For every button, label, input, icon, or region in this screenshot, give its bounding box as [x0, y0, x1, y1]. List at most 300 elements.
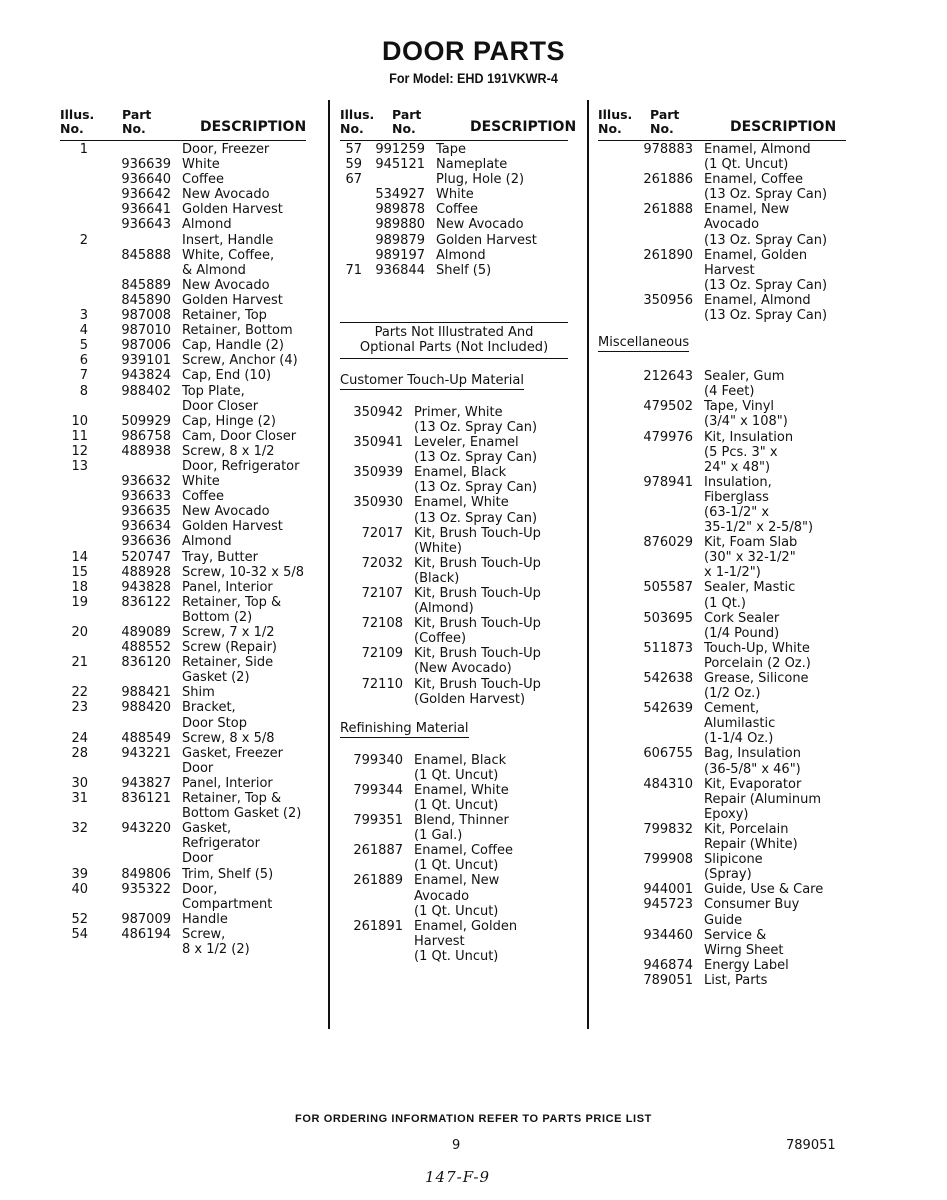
part-number: [598, 656, 693, 671]
part-row: [340, 450, 568, 465]
part-number: [88, 233, 171, 248]
part-description: Screw,: [182, 926, 226, 942]
part-description: Screw, 8 x 1/2: [182, 443, 275, 459]
part-number: 945723: [643, 897, 693, 913]
part-row: [340, 828, 568, 843]
part-number: 936636: [121, 534, 171, 550]
part-row: [598, 958, 846, 973]
part-row: [598, 445, 846, 460]
part-number: 936640: [121, 172, 171, 188]
part-number: 989878: [375, 202, 425, 218]
part-description: Enamel, Golden: [704, 247, 808, 263]
part-row: [340, 586, 568, 601]
part-number: [598, 596, 693, 611]
part-row: [60, 157, 306, 172]
illus-number: [60, 716, 88, 731]
part-description: Enamel, Almond: [704, 292, 811, 308]
part-description: Enamel, Black: [414, 752, 507, 768]
part-description: Kit, Evaporator: [704, 776, 802, 792]
illus-number: 15: [71, 564, 88, 580]
part-row: [598, 384, 846, 399]
part-description: Almond: [436, 247, 486, 263]
part-description: Cap, Hinge (2): [182, 413, 276, 429]
part-description: White: [436, 187, 474, 203]
part-row: [340, 187, 568, 202]
part-description: Enamel, Coffee: [704, 172, 803, 188]
part-number: 484310: [643, 776, 693, 792]
illus-number: 54: [71, 926, 88, 942]
part-number: [88, 716, 171, 731]
header-description: DESCRIPTION: [200, 119, 307, 135]
part-number: 350956: [643, 292, 693, 308]
part-description: New Avocado: [182, 187, 270, 203]
illus-number: 10: [71, 413, 88, 429]
illus-number: [60, 806, 88, 821]
part-row: [340, 949, 568, 964]
part-row: [598, 520, 846, 535]
illus-number: [340, 202, 362, 217]
parts-column-2: [340, 104, 577, 964]
part-number: 936639: [121, 157, 171, 173]
illus-number: [60, 278, 88, 293]
part-description: (Almond): [414, 601, 474, 617]
part-row: [60, 459, 306, 474]
part-row: [60, 217, 306, 232]
part-number: 72110: [361, 676, 403, 692]
illus-number: 21: [71, 655, 88, 671]
part-number: [598, 837, 693, 852]
part-description: (13 Oz. Spray Can): [704, 232, 828, 248]
part-number: [340, 798, 403, 813]
part-number: [598, 384, 693, 399]
part-description: New Avocado: [436, 217, 524, 233]
part-description: Guide, Use & Care: [704, 882, 824, 898]
part-number: [598, 943, 693, 958]
part-number: 876029: [643, 535, 693, 551]
part-number: [340, 661, 403, 676]
part-description: Sealer, Gum: [704, 369, 785, 385]
part-row: [598, 535, 846, 550]
part-row: [60, 867, 306, 882]
part-description: Kit, Brush Touch-Up: [414, 646, 541, 662]
illus-number: [60, 157, 88, 172]
part-row: [598, 852, 846, 867]
part-number: [340, 571, 403, 586]
part-row: [598, 626, 846, 641]
part-description: Porcelain (2 Oz.): [704, 655, 811, 671]
part-number: [598, 716, 693, 731]
part-row: [60, 942, 306, 957]
part-row: [340, 677, 568, 692]
part-description: Tape: [436, 142, 467, 157]
part-number: 978941: [643, 474, 693, 490]
part-description: Trim, Shelf (5): [182, 866, 274, 882]
part-description: Blend, Thinner: [414, 813, 509, 829]
part-row: [340, 798, 568, 813]
part-description: Retainer, Side: [182, 655, 274, 671]
part-description: Repair (White): [704, 837, 798, 853]
part-description: Door Closer: [182, 398, 259, 414]
section-title: Customer Touch-Up Material: [340, 372, 524, 388]
header-illus: Illus. No.: [598, 107, 633, 136]
part-description: (63-1/2" x: [704, 504, 770, 520]
part-number: 261886: [643, 172, 693, 188]
part-number: 799351: [353, 813, 403, 829]
part-number: 935322: [121, 881, 171, 897]
part-number: [598, 187, 693, 202]
part-number: [340, 541, 403, 556]
illus-number: 20: [71, 625, 88, 640]
part-number: [598, 686, 693, 701]
illus-number: [340, 248, 362, 263]
part-row: [340, 157, 568, 172]
part-number: 988421: [121, 685, 171, 701]
part-row: [340, 541, 568, 556]
part-description: Coffee: [182, 489, 224, 505]
part-number: 836120: [121, 655, 171, 671]
part-number: 488552: [121, 640, 171, 656]
part-description: & Almond: [182, 262, 246, 278]
part-row: [340, 904, 568, 919]
part-row: [598, 490, 846, 505]
part-description: Enamel, Coffee: [414, 843, 513, 859]
illus-number: [60, 399, 88, 414]
part-description: Grease, Silicone: [704, 671, 809, 686]
part-row: [598, 716, 846, 731]
part-number: 489089: [121, 625, 171, 640]
part-number: 845889: [121, 277, 171, 293]
illus-number: [60, 836, 88, 851]
header-part: Part No.: [392, 107, 422, 136]
illus-number: 13: [71, 458, 88, 474]
part-row: [598, 172, 846, 187]
part-row: [340, 465, 568, 480]
part-number: [598, 460, 693, 475]
part-description: Door, Freezer: [182, 142, 270, 157]
illus-number: [60, 534, 88, 549]
part-number: 542638: [643, 671, 693, 686]
part-description: Harvest: [414, 933, 465, 949]
part-row: [598, 882, 846, 897]
part-row: [340, 934, 568, 949]
part-description: New Avocado: [182, 277, 270, 293]
part-description: Bag, Insulation: [704, 746, 801, 762]
part-row: [598, 943, 846, 958]
part-number: 72017: [361, 525, 403, 541]
part-number: 936641: [121, 202, 171, 218]
part-number: 488549: [121, 730, 171, 746]
part-number: [598, 233, 693, 248]
part-number: 520747: [121, 549, 171, 565]
part-number: 799832: [643, 821, 693, 837]
illus-number: 31: [71, 791, 88, 807]
part-number: 936643: [121, 217, 171, 233]
part-row: [340, 919, 568, 934]
illus-number: 3: [79, 308, 88, 324]
illus-number: [60, 670, 88, 685]
part-row: [60, 912, 306, 927]
illus-number: [60, 761, 88, 776]
illus-number: [60, 504, 88, 519]
part-number: [88, 142, 171, 157]
part-row: [598, 565, 846, 580]
part-number: 606755: [643, 746, 693, 762]
part-row: [598, 671, 846, 686]
part-row: [60, 248, 306, 263]
part-row: [598, 308, 846, 323]
part-number: 509929: [121, 413, 171, 429]
part-description: Handle: [182, 911, 228, 927]
part-number: 212643: [643, 369, 693, 385]
part-row: [60, 353, 306, 368]
illus-number: 12: [71, 443, 88, 459]
part-number: 936642: [121, 187, 171, 203]
part-number: 987009: [121, 911, 171, 927]
part-row: [598, 369, 846, 384]
part-number: 350942: [353, 404, 403, 420]
part-description: (New Avocado): [414, 661, 512, 677]
part-description: Gasket (2): [182, 670, 250, 686]
part-number: 936633: [121, 489, 171, 505]
part-description: Cap, Handle (2): [182, 338, 284, 354]
illus-number: 67: [345, 172, 362, 188]
part-row: [60, 640, 306, 655]
part-description: (Golden Harvest): [414, 691, 526, 707]
illus-number: [60, 217, 88, 232]
part-number: 936634: [121, 519, 171, 535]
part-row: [598, 656, 846, 671]
illus-number: 6: [79, 353, 88, 369]
part-number: [598, 867, 693, 882]
illus-number: 2: [79, 232, 88, 248]
part-description: Primer, White: [414, 404, 503, 420]
ordering-note: FOR ORDERING INFORMATION REFER TO PARTS PRICE LIST: [295, 1113, 652, 1125]
part-row: [60, 384, 306, 399]
part-row: [340, 661, 568, 676]
part-description: Refrigerator: [182, 836, 260, 852]
part-description: Kit, Brush Touch-Up: [414, 616, 541, 632]
part-row: [60, 761, 306, 776]
part-description: Sealer, Mastic: [704, 580, 796, 596]
part-number: 789051: [643, 972, 693, 988]
part-row: [598, 611, 846, 626]
part-row: [60, 233, 306, 248]
part-number: 936635: [121, 504, 171, 520]
part-number: 936632: [121, 474, 171, 490]
section-title: Refinishing Material: [340, 720, 469, 736]
part-number: [340, 858, 403, 873]
part-row: [340, 858, 568, 873]
part-number: 799340: [353, 752, 403, 768]
part-number: 845888: [121, 247, 171, 263]
part-description: Enamel, White: [414, 495, 509, 511]
part-row: [340, 616, 568, 631]
part-number: 987008: [121, 308, 171, 324]
part-row: [340, 601, 568, 616]
part-row: [60, 700, 306, 715]
part-description: Door: [182, 851, 214, 867]
part-number: [88, 670, 171, 685]
part-number: 943828: [121, 579, 171, 595]
part-description: Leveler, Enamel: [414, 435, 519, 451]
part-description: Guide: [704, 912, 743, 928]
part-number: [340, 768, 403, 783]
part-number: 479976: [643, 429, 693, 445]
part-description: Retainer, Top &: [182, 791, 282, 807]
part-description: (36-5/8" x 46"): [704, 761, 801, 777]
part-row: [60, 474, 306, 489]
part-description: 8 x 1/2 (2): [182, 941, 250, 957]
part-row: [598, 731, 846, 746]
part-description: Gasket,: [182, 821, 232, 837]
part-description: Enamel, Almond: [704, 142, 811, 157]
part-number: 261887: [353, 843, 403, 859]
part-row: [60, 927, 306, 942]
illus-number: 11: [71, 428, 88, 444]
illus-number: [340, 217, 362, 232]
part-row: [340, 233, 568, 248]
header-illus: Illus. No.: [340, 107, 375, 136]
part-description: (13 Oz. Spray Can): [414, 450, 538, 466]
illus-number: [60, 851, 88, 866]
part-description: Service &: [704, 927, 767, 943]
part-number: [340, 889, 403, 904]
part-number: 488938: [121, 443, 171, 459]
part-number: 991259: [375, 142, 425, 157]
part-description: Bottom (2): [182, 609, 253, 625]
part-row: [60, 368, 306, 383]
part-description: Kit, Insulation: [704, 429, 794, 445]
misc-section: [598, 335, 846, 988]
part-row: [598, 217, 846, 232]
part-number: 261889: [353, 873, 403, 889]
illus-number: [60, 293, 88, 308]
column-divider: [587, 100, 589, 1029]
part-row: [598, 701, 846, 716]
illus-number: 30: [71, 775, 88, 791]
part-description: Door, Refrigerator: [182, 458, 300, 474]
part-number: 486194: [121, 926, 171, 942]
part-description: (1-1/4 Oz.): [704, 731, 774, 747]
part-description: (1/2 Oz.): [704, 686, 761, 702]
part-number: 944001: [643, 882, 693, 898]
part-number: 72107: [361, 585, 403, 601]
part-description: White, Coffee,: [182, 247, 275, 263]
part-number: 350941: [353, 435, 403, 451]
part-description: (1 Qt. Uncut): [414, 798, 499, 813]
part-row: [340, 480, 568, 495]
part-row: [60, 187, 306, 202]
part-number: 261890: [643, 247, 693, 263]
parts-column-1: [60, 104, 306, 957]
part-number: [88, 851, 171, 866]
illus-number: 19: [71, 594, 88, 610]
page-title: DOOR PARTS: [381, 36, 565, 66]
part-number: [340, 480, 403, 495]
part-row: [60, 882, 306, 897]
part-number: 799908: [643, 852, 693, 868]
part-row: [340, 405, 568, 420]
part-row: [60, 278, 306, 293]
part-number: 978883: [643, 142, 693, 157]
part-row: [598, 867, 846, 882]
part-row: [340, 202, 568, 217]
part-description: (1/4 Pound): [704, 625, 780, 641]
part-row: [598, 928, 846, 943]
part-row: [60, 519, 306, 534]
part-row: [598, 822, 846, 837]
part-description: (1 Qt. Uncut): [414, 767, 499, 783]
part-number: [88, 263, 171, 278]
part-description: Enamel, White: [414, 782, 509, 798]
part-description: Enamel, Golden: [414, 918, 518, 934]
part-number: 72108: [361, 616, 403, 632]
part-number: [340, 631, 403, 646]
part-description: 24" x 48"): [704, 459, 771, 475]
part-number: [598, 505, 693, 520]
part-row: [340, 263, 568, 278]
illus-number: [60, 489, 88, 504]
part-number: 936844: [375, 262, 425, 278]
illus-number: [60, 263, 88, 278]
part-number: [340, 450, 403, 465]
part-row: [340, 813, 568, 828]
illus-number: 14: [71, 549, 88, 565]
part-row: [60, 776, 306, 791]
part-description: Screw, 8 x 5/8: [182, 730, 275, 746]
illus-number: [60, 474, 88, 489]
part-row: [60, 565, 306, 580]
part-description: Top Plate,: [182, 383, 245, 399]
part-description: Wirng Sheet: [704, 942, 784, 958]
part-description: Fiberglass: [704, 489, 769, 505]
part-row: [598, 430, 846, 445]
part-row: [598, 807, 846, 822]
part-number: 939101: [121, 353, 171, 369]
part-number: [598, 445, 693, 460]
part-description: Tray, Butter: [182, 549, 258, 565]
part-row: [60, 308, 306, 323]
part-row: [60, 836, 306, 851]
part-number: 849806: [121, 866, 171, 882]
part-number: 989197: [375, 247, 425, 263]
part-description: Avocado: [414, 888, 470, 904]
part-description: (1 Qt. Uncut): [414, 903, 499, 919]
part-row: [60, 791, 306, 806]
header-part: Part No.: [650, 107, 680, 136]
section-title: Miscellaneous: [598, 335, 690, 351]
part-row: [598, 293, 846, 308]
part-row: [598, 913, 846, 928]
part-description: Almond: [182, 534, 232, 550]
part-row: [60, 172, 306, 187]
part-row: [340, 753, 568, 768]
part-row: [60, 685, 306, 700]
part-number: 845890: [121, 292, 171, 308]
part-row: [598, 460, 846, 475]
part-row: [340, 248, 568, 263]
part-description: Enamel, Black: [414, 465, 507, 481]
part-description: (1 Qt. Uncut): [704, 157, 789, 173]
part-description: Screw, 10-32 x 5/8: [182, 564, 305, 580]
part-number: 988402: [121, 383, 171, 399]
part-description: Door: [182, 760, 214, 776]
part-number: [598, 792, 693, 807]
part-number: 72032: [361, 555, 403, 571]
part-description: Almond: [182, 217, 232, 233]
part-row: [340, 420, 568, 435]
part-row: [340, 526, 568, 541]
